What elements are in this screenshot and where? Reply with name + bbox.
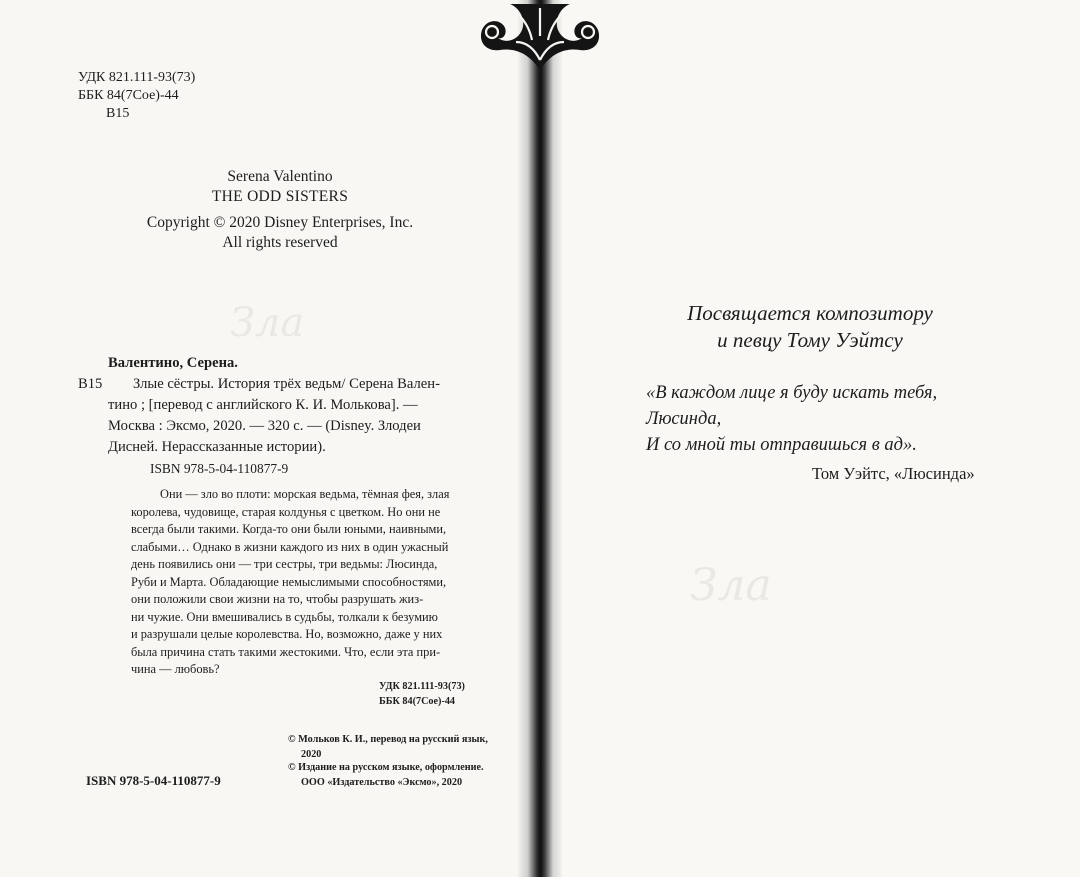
catalog-line: Дисней. Нерассказанные истории). [108,439,326,455]
annotation-line: они положили свои жизни на то, чтобы разрушать жиз- [131,592,424,606]
annotation-line: день появились они — три сестры, три ведьмы: Люсинда, [131,557,438,571]
flourish-ornament-icon [470,0,610,70]
dedication-line: Посвящается композитору [687,301,933,325]
isbn-bottom: ISBN 978-5-04-110877-9 [86,773,221,788]
original-author: Serena Valentino [227,168,333,185]
epigraph-line: «В каждом лице я буду искать тебя, [646,383,938,403]
dedication-line: и певцу Тому Уэйтсу [717,328,903,352]
bleed-through-lettering-right: Зла [690,560,772,611]
udk-code-bottom: УДК 821.111-93(73) [379,681,465,692]
annotation-line: ни чужие. Они вмешивались в судьбы, толкали к безумию [131,609,438,624]
catalog-author-heading: Валентино, Серена. [108,355,238,371]
bleed-through-lettering-left: Зла [230,300,305,346]
annotation-line: чина — любовь? [131,662,220,676]
publisher-copyright: ООО «Издательство «Эксмо», 2020 [301,777,463,788]
bbk-code: ББК 84(7Сое)-44 [78,88,179,103]
translation-copyright-year: 2020 [301,749,322,760]
author-mark: В15 [106,106,130,121]
original-title: THE ODD SISTERS [211,188,349,205]
catalog-code: В15 [78,376,103,392]
catalog-isbn: ISBN 978-5-04-110877-9 [150,461,289,476]
annotation-line: королева, чудовище, старая колдунья с цветком. Но они не [131,504,441,519]
book-gutter [518,0,562,877]
edition-copyright: © Издание на русском языке, оформление. [288,762,484,773]
bbk-code-bottom: ББК 84(7Сое)-44 [379,696,456,707]
annotation-line: слабыми… Однако в жизни каждого из них в один ужасный [131,539,449,554]
catalog-line: Москва : Эксмо, 2020. — 320 с. — (Disney. Злодеи [108,418,421,434]
rights-line: All rights reserved [222,234,338,251]
catalog-line: Злые сёстры. История трёх ведьм/ Серена Вален- [133,376,440,392]
udk-code: УДК 821.111-93(73) [78,70,196,85]
epigraph-line: И со мной ты отправишься в ад». [646,435,917,455]
annotation-line: и разрушали целые королевства. Но, возможно, даже у них [131,627,443,641]
annotation-line: Руби и Марта. Обладающие немыслимыми способностями, [131,574,447,589]
epigraph-attribution: Том Уэйтс, «Люсинда» [812,464,975,483]
translation-copyright: © Мольков К. И., перевод на русский язык, [288,734,488,745]
catalog-line: тино ; [перевод с английского К. И. Молькова]. — [108,397,418,413]
copyright-line: Copyright © 2020 Disney Enterprises, Inc. [146,214,414,231]
annotation-line: Они — зло во плоти: морская ведьма, тёмная фея, злая [160,487,450,501]
epigraph-line: Люсинда, [646,409,722,429]
annotation-line: была причина стать такими жестокими. Что, если эта при- [131,644,441,659]
annotation-line: всегда были такими. Когда-то они были юными, наивными, [131,522,447,536]
